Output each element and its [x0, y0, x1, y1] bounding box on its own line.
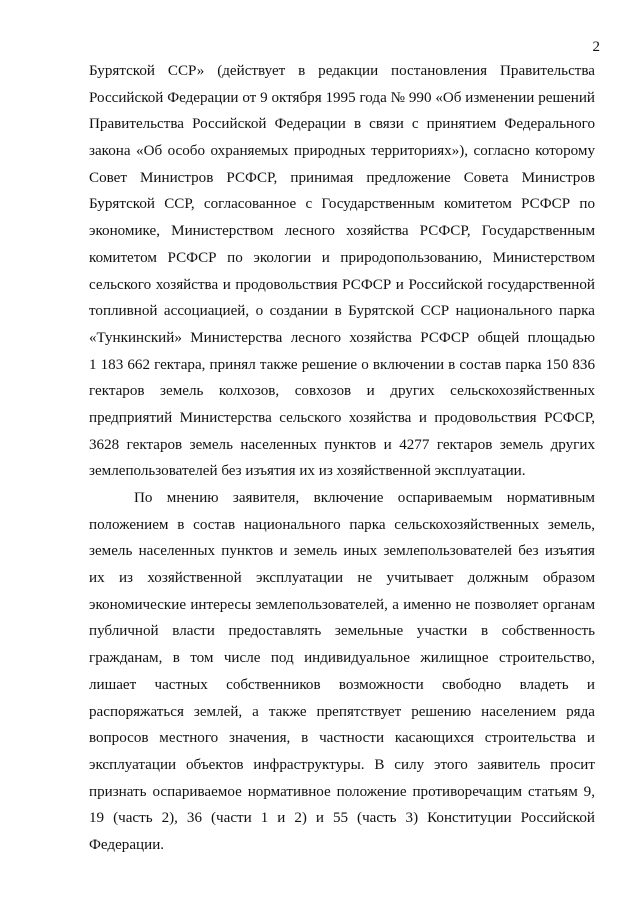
text-line: Бурятской ССР» (действует в редакции постановления Правительства — [89, 63, 595, 79]
text-line: закона «Об особо охраняемых природных территориях»), согласно которому — [89, 143, 595, 160]
text-line: эксплуатации объектов инфраструктуры. В силу этого заявитель просит — [89, 756, 595, 773]
page-number: 2 — [592, 39, 600, 55]
text-line: признать оспариваемое нормативное положение противоречащим статьям 9, — [89, 783, 595, 800]
paragraph-2 — [89, 485, 595, 859]
text-line-last: Федерации. — [89, 836, 165, 853]
text-line: Правительства Российской Федерации в связи с принятием Федерального — [89, 116, 595, 133]
paragraph-1 — [89, 58, 595, 485]
text-line-first: По мнению заявителя, включение оспариваемым нормативным — [134, 490, 595, 506]
text-line-last: землепользователей без изъятия их из хозяйственной эксплуатации. — [89, 463, 526, 480]
text-line: Российской Федерации от 9 октября 1995 года № 990 «Об изменении решений — [89, 89, 595, 106]
text-line: лишает частных собственников возможности свободно владеть и — [89, 676, 595, 693]
text-line: земель населенных пунктов и земель иных землепользователей без изъятия — [89, 543, 595, 560]
text-line: распоряжаться землей, а также препятствует решению населением ряда — [89, 703, 595, 720]
text-line: положением в состав национального парка сельскохозяйственных земель, — [89, 516, 595, 533]
text-line: 3628 гектаров земель населенных пунктов и 4277 гектаров земель других — [89, 436, 595, 453]
text-line: 1 183 662 гектара, принял также решение о включении в состав парка 150 836 — [89, 356, 595, 373]
text-line: предприятий Министерства сельского хозяйства и продовольствия РСФСР, — [89, 409, 595, 426]
text-line: 19 (часть 2), 36 (части 1 и 2) и 55 (часть 3) Конституции Российской — [89, 810, 595, 827]
text-line: «Тункинский» Министерства лесного хозяйства РСФСР общей площадью — [89, 329, 595, 346]
text-line: гектаров земель колхозов, совхозов и других сельскохозяйственных — [89, 383, 595, 400]
text-line: Бурятской ССР, согласованное с Государственным комитетом РСФСР по — [89, 196, 595, 213]
text-line: экономические интересы землепользователей, а именно не позволяет органам — [89, 596, 595, 613]
text-line: экономике, Министерством лесного хозяйства РСФСР, Государственным — [89, 223, 595, 240]
text-line: вопросов местного значения, в частности касающихся строительства и — [89, 730, 595, 747]
body-text — [89, 58, 595, 859]
text-line: Совет Министров РСФСР, принимая предложение Совета Министров — [89, 169, 595, 186]
text-line: комитетом РСФСР по экологии и природопользованию, Министерством — [89, 249, 595, 266]
text-line: публичной власти предоставлять земельные участки в собственность — [89, 623, 595, 640]
text-line: их из хозяйственной эксплуатации не учитывает должным образом — [89, 570, 595, 587]
text-line: топливной ассоциацией, о создании в Бурятской ССР национального парка — [89, 303, 595, 320]
text-line: гражданам, в том числе под индивидуальное жилищное строительство, — [89, 650, 595, 667]
text-line: сельского хозяйства и продовольствия РСФСР и Российской государственной — [89, 276, 595, 293]
